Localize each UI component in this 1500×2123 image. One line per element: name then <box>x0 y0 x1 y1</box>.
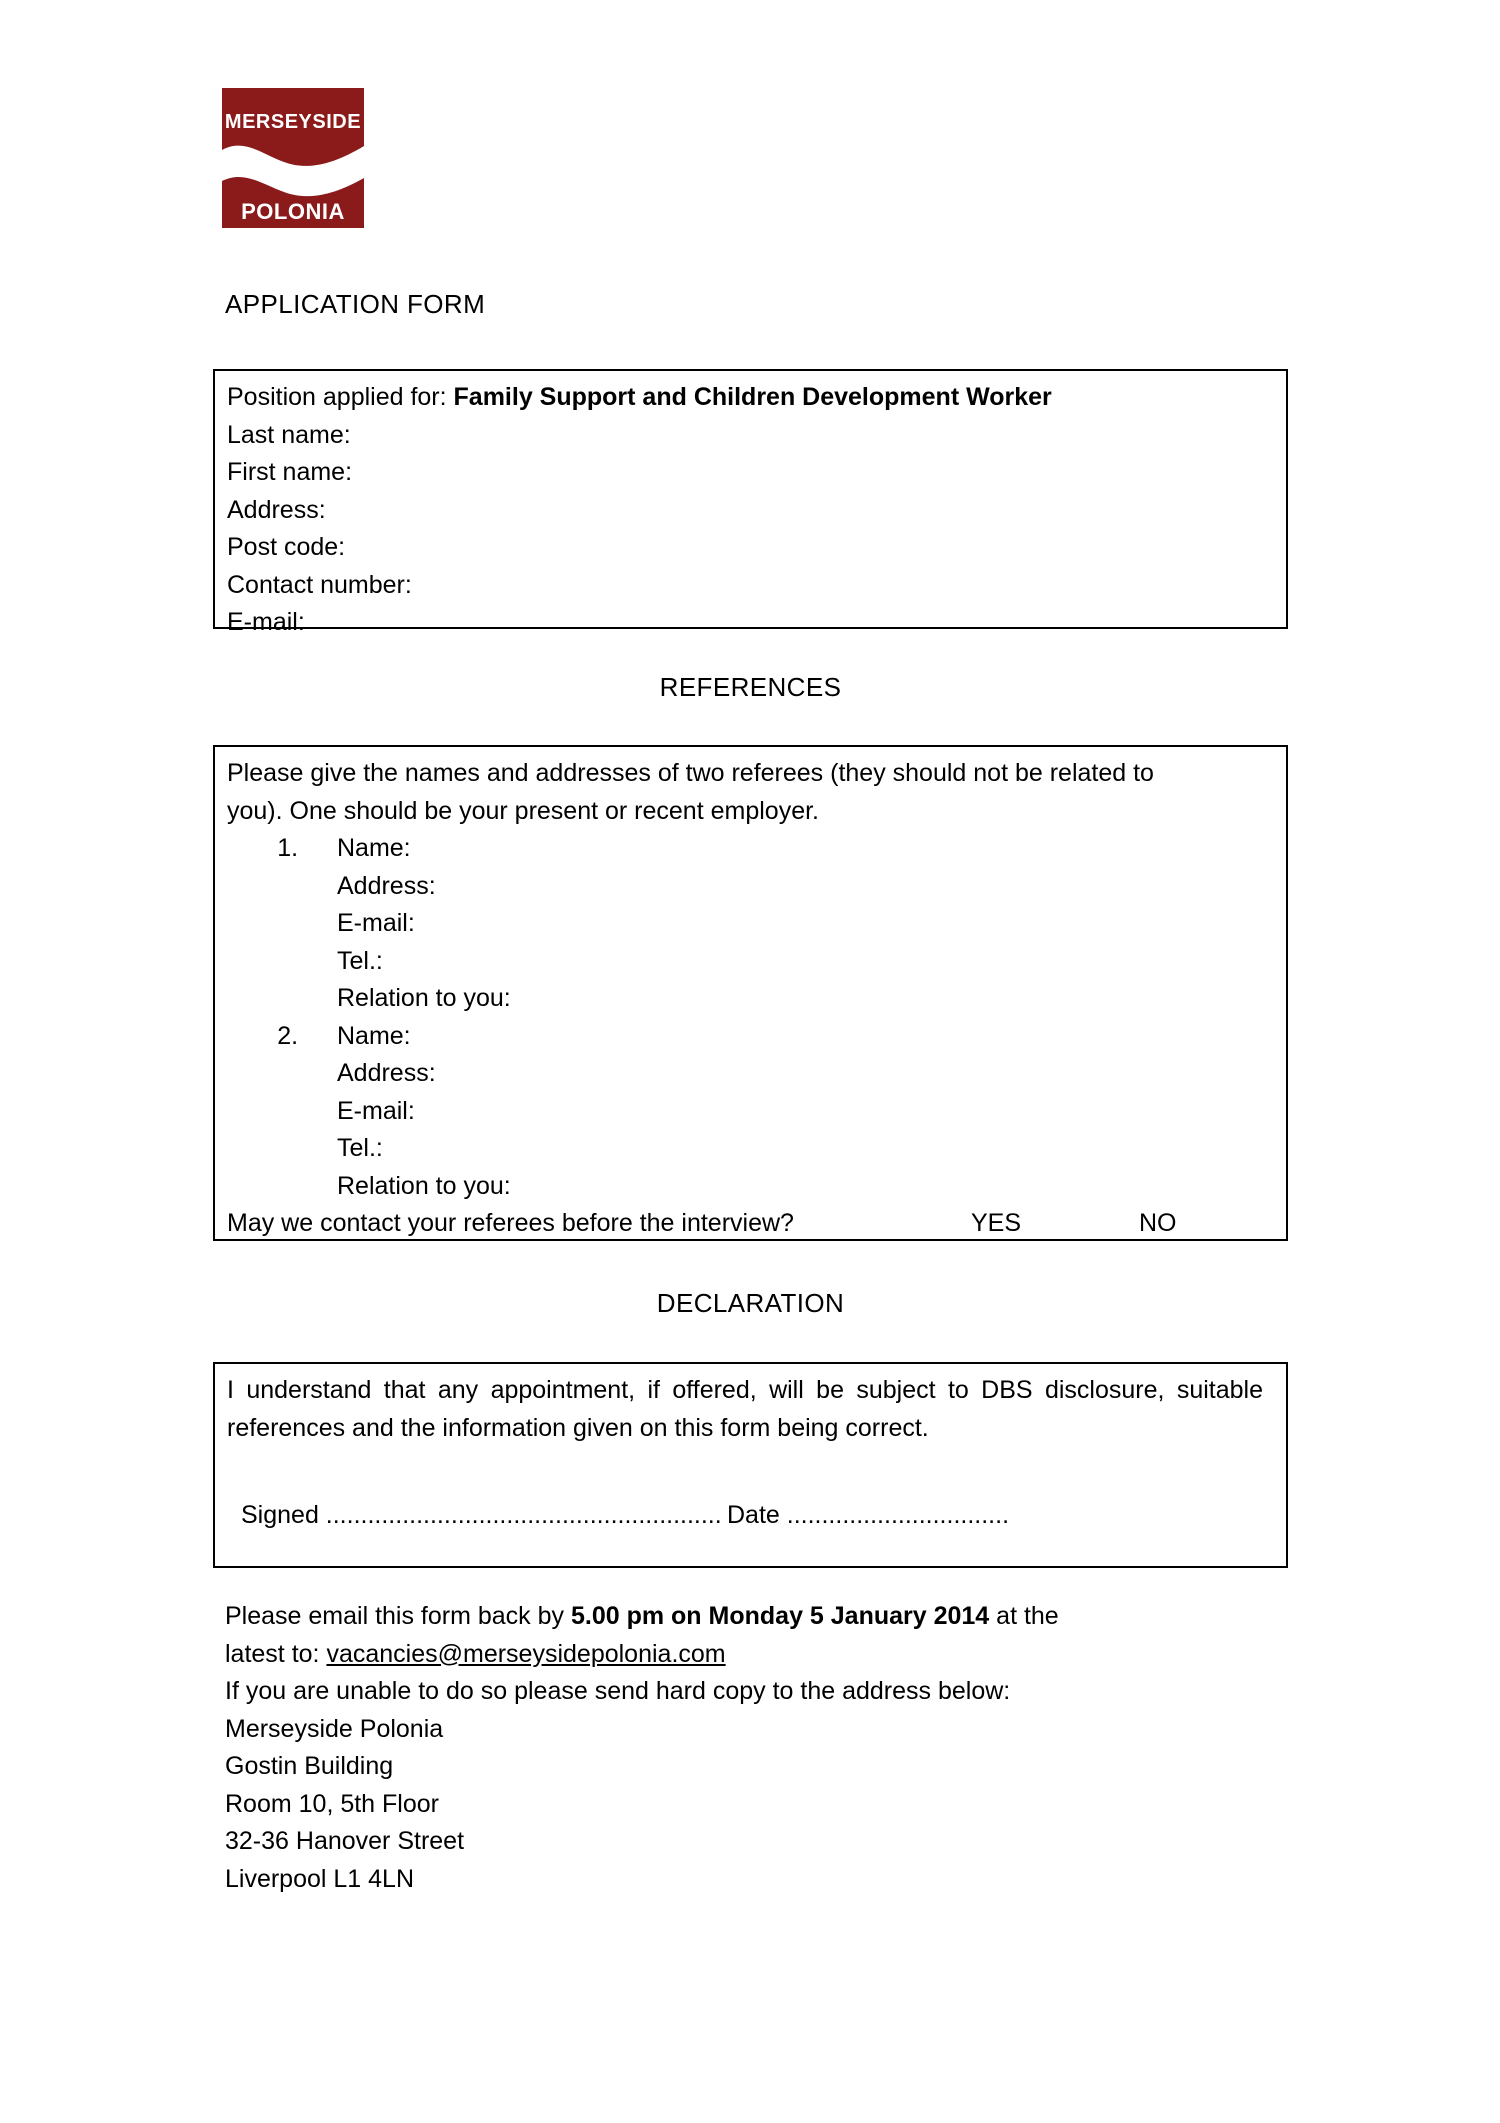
contact-referees-question: May we contact your referees before the interview? <box>227 1209 794 1237</box>
references-box <box>213 745 1288 1241</box>
contact-referees-yes-option[interactable]: YES <box>971 1209 1022 1237</box>
position-details-box <box>213 369 1288 636</box>
references-intro-text: Please give the names and addresses of two referees (they should not be related to you). One should be your present or recent employer. <box>227 759 1154 825</box>
declaration-heading: DECLARATION <box>656 1288 845 1318</box>
referee2-address-label: Address: <box>337 1059 436 1087</box>
footer-hardcopy-line: If you are unable to do so please send hard copy to the address below: <box>225 1677 1011 1705</box>
footer-email-prefix: latest to: <box>225 1639 327 1668</box>
referee1-relation-label: Relation to you: <box>337 984 511 1012</box>
field-first-name: First name: <box>227 458 353 486</box>
logo-line1-text: MERSEYSIDE <box>224 111 362 133</box>
referee-item-1 <box>305 830 1274 1018</box>
date-field[interactable]: Date ................................ <box>727 1501 1010 1529</box>
signature-row <box>227 1497 1274 1535</box>
referee1-tel-label: Tel.: <box>337 946 383 975</box>
vacancies-email-link[interactable]: vacancies@merseysidepolonia.com <box>326 1639 726 1668</box>
footer-deadline-line <box>225 1598 1285 1636</box>
footer-deadline-prefix: Please email this form back by <box>225 1602 571 1630</box>
contact-referees-no-option[interactable]: NO <box>1139 1209 1177 1237</box>
footer-deadline-suffix: at the <box>989 1602 1059 1630</box>
footer-deadline-bold: 5.00 pm on Monday 5 January 2014 <box>570 1602 990 1630</box>
signed-field[interactable]: Signed ......................................................... <box>241 1501 722 1529</box>
field-post-code: Post code: <box>227 533 346 561</box>
merseyside-polonia-logo <box>222 88 364 228</box>
field-last-name: Last name: <box>227 420 351 449</box>
address-line-4: 32-36 Hanover Street <box>225 1827 465 1855</box>
referee1-email-label: E-mail: <box>337 909 415 937</box>
declaration-text: I understand that any appointment, if offered, will be subject to DBS disclosure, suitable references and the information given on this form being correct. <box>227 1376 1263 1442</box>
footer-email-line <box>225 1636 1285 1674</box>
references-heading: REFERENCES <box>659 672 842 702</box>
address-line-3: Room 10, 5th Floor <box>225 1789 439 1818</box>
footer-instructions <box>225 1598 1285 1898</box>
referee-list <box>227 830 1274 1205</box>
referee-item-2 <box>305 1018 1274 1206</box>
referee2-name-label: Name: <box>337 1021 411 1050</box>
field-email: E-mail: <box>227 608 305 636</box>
referee2-relation-label: Relation to you: <box>337 1171 511 1200</box>
position-applied-value: Family Support and Children Development Worker <box>453 383 1052 411</box>
referee1-address-label: Address: <box>337 871 436 900</box>
address-line-2: Gostin Building <box>225 1752 394 1780</box>
declaration-box <box>213 1362 1288 1568</box>
address-line-5: Liverpool L1 4LN <box>225 1864 415 1893</box>
field-contact-number: Contact number: <box>227 570 412 599</box>
field-address: Address: <box>227 495 326 524</box>
position-applied-line <box>227 379 1274 417</box>
page-title: APPLICATION FORM <box>225 289 486 319</box>
contact-referees-row <box>227 1205 1274 1243</box>
address-line-1: Merseyside Polonia <box>225 1714 444 1743</box>
logo-line2-text: POLONIA <box>241 199 345 224</box>
position-applied-label: Position applied for: <box>227 383 454 411</box>
referee2-tel-label: Tel.: <box>337 1134 383 1162</box>
referee1-name-label: Name: <box>337 834 411 862</box>
referee2-email-label: E-mail: <box>337 1096 415 1125</box>
